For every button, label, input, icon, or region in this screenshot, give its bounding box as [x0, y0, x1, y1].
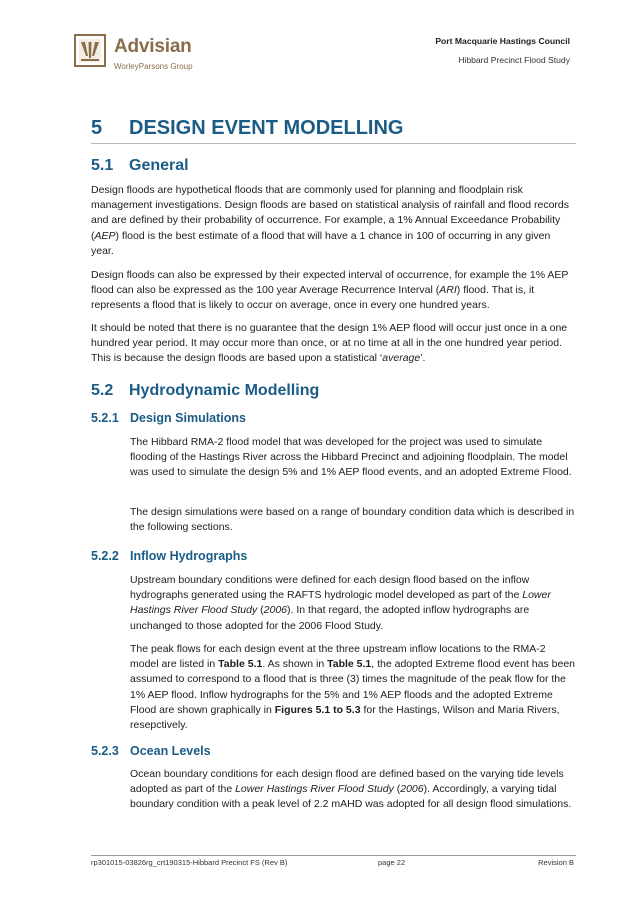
section-title: Design Simulations: [130, 411, 246, 425]
section-title: General: [129, 157, 189, 174]
client-name: Port Macquarie Hastings Council: [435, 36, 570, 46]
paragraph-5-2-3-a: Ocean boundary conditions for each design flood are defined based on the varying tide levels adopted as part of the Lower Hastings River Flood Study (2006). Accordingly, a varying tidal boundary condition with a peak level of 2.2 mAHD was adopted for all design flood simulations.: [130, 768, 572, 811]
paragraph-5-1-b: Design floods can also be expressed by their expected interval of occurrence, for example the 1% AEP flood can also be expressed as the 100 year Average Recurrence Interval (ARI) flood. That is, it represents a flood that is likely to occur on average, once in every one hundred years.: [91, 269, 569, 312]
logo-subtitle: WorleyParsons Group: [114, 62, 193, 71]
section-5-2-3-heading: [91, 743, 211, 759]
section-title: DESIGN EVENT MODELLING: [129, 117, 404, 139]
paragraph-5-2-2-b: The peak flows for each design event at the three upstream inflow locations to the RMA-2 model are listed in Table 5.1. As shown in Table 5.1, the adopted Extreme flood event has been assumed to correspond to a flood that is three (3) times the magnitude of the peak flow for the 1% AEP flood. Inflow hydrographs for the 5% and 1% AEP floods and the adopted Extreme Flood are shown graphically in Figures 5.1 to 5.3 for the Hastings, Wilson and Maria Rivers, resepctively.: [130, 643, 576, 732]
paragraph-5-2-1-a: The Hibbard RMA-2 flood model that was developed for the project was used to simulate flooding of the Hastings River across the Hibbard Precinct and adjoining floodplain. The model was used to simulate the design 5% and 1% AEP flood events, and an adopted Extreme Flood.: [130, 436, 572, 479]
section-number: 5.2.3: [91, 744, 119, 758]
section-5-2-2-heading: [91, 548, 247, 564]
page-header-right: [435, 36, 570, 66]
footer-doc-ref: rp301015-03826rg_crt190315-Hibbard Precinct FS (Rev B): [91, 858, 288, 867]
paragraph-5-2-1-b: The design simulations were based on a range of boundary condition data which is described in the following sections.: [130, 506, 575, 534]
logo-name: Advisian: [114, 36, 192, 57]
advisian-logo: [74, 34, 193, 73]
section-title: Ocean Levels: [130, 744, 211, 758]
section-5-1-heading: [91, 156, 189, 176]
paragraph-5-2-2-a: Upstream boundary conditions were defined for each design flood based on the inflow hydrographs generated using the RAFTS hydrologic model developed as part of the Lower Hastings River Flood Study (2006). In that regard, the adopted inflow hydrographs are unchanged to those adopted for the 2006 Flood Study.: [130, 574, 551, 632]
footer-page-number: page 22: [378, 858, 406, 867]
footer-divider: [91, 855, 576, 856]
study-title: Hibbard Precinct Flood Study: [458, 55, 570, 65]
section-5-2-1-heading: [91, 410, 246, 426]
paragraph-5-1-a: Design floods are hypothetical floods that are commonly used for planning and floodplain risk management investigations. Design floods are based on statistical analysis of rainfall and flood records and are defined by their probability of occurrence. For example, a 1% Annual Exceedance Probability (AEP) flood is the best estimate of a flood that will have a 1 chance in 100 of occurring in any given year.: [91, 184, 570, 257]
section-number: 5: [91, 117, 103, 139]
section-5-heading: [91, 116, 576, 144]
footer-revision: Revision B: [538, 858, 574, 867]
section-number: 5.2.2: [91, 549, 119, 563]
section-5-2-heading: [91, 381, 319, 401]
section-number: 5.2.1: [91, 411, 119, 425]
section-number: 5.1: [91, 157, 114, 174]
logo-emblem-icon: [74, 34, 106, 67]
section-number: 5.2: [91, 382, 114, 399]
section-title: Inflow Hydrographs: [130, 549, 248, 563]
paragraph-5-1-c: It should be noted that there is no guarantee that the design 1% AEP flood will occur just once in a one hundred year period. It may occur more than once, or at no time at all in the one hundred year period. This is because the design floods are based upon a statistical ‘average’.: [91, 322, 568, 365]
section-title: Hydrodynamic Modelling: [129, 382, 320, 399]
